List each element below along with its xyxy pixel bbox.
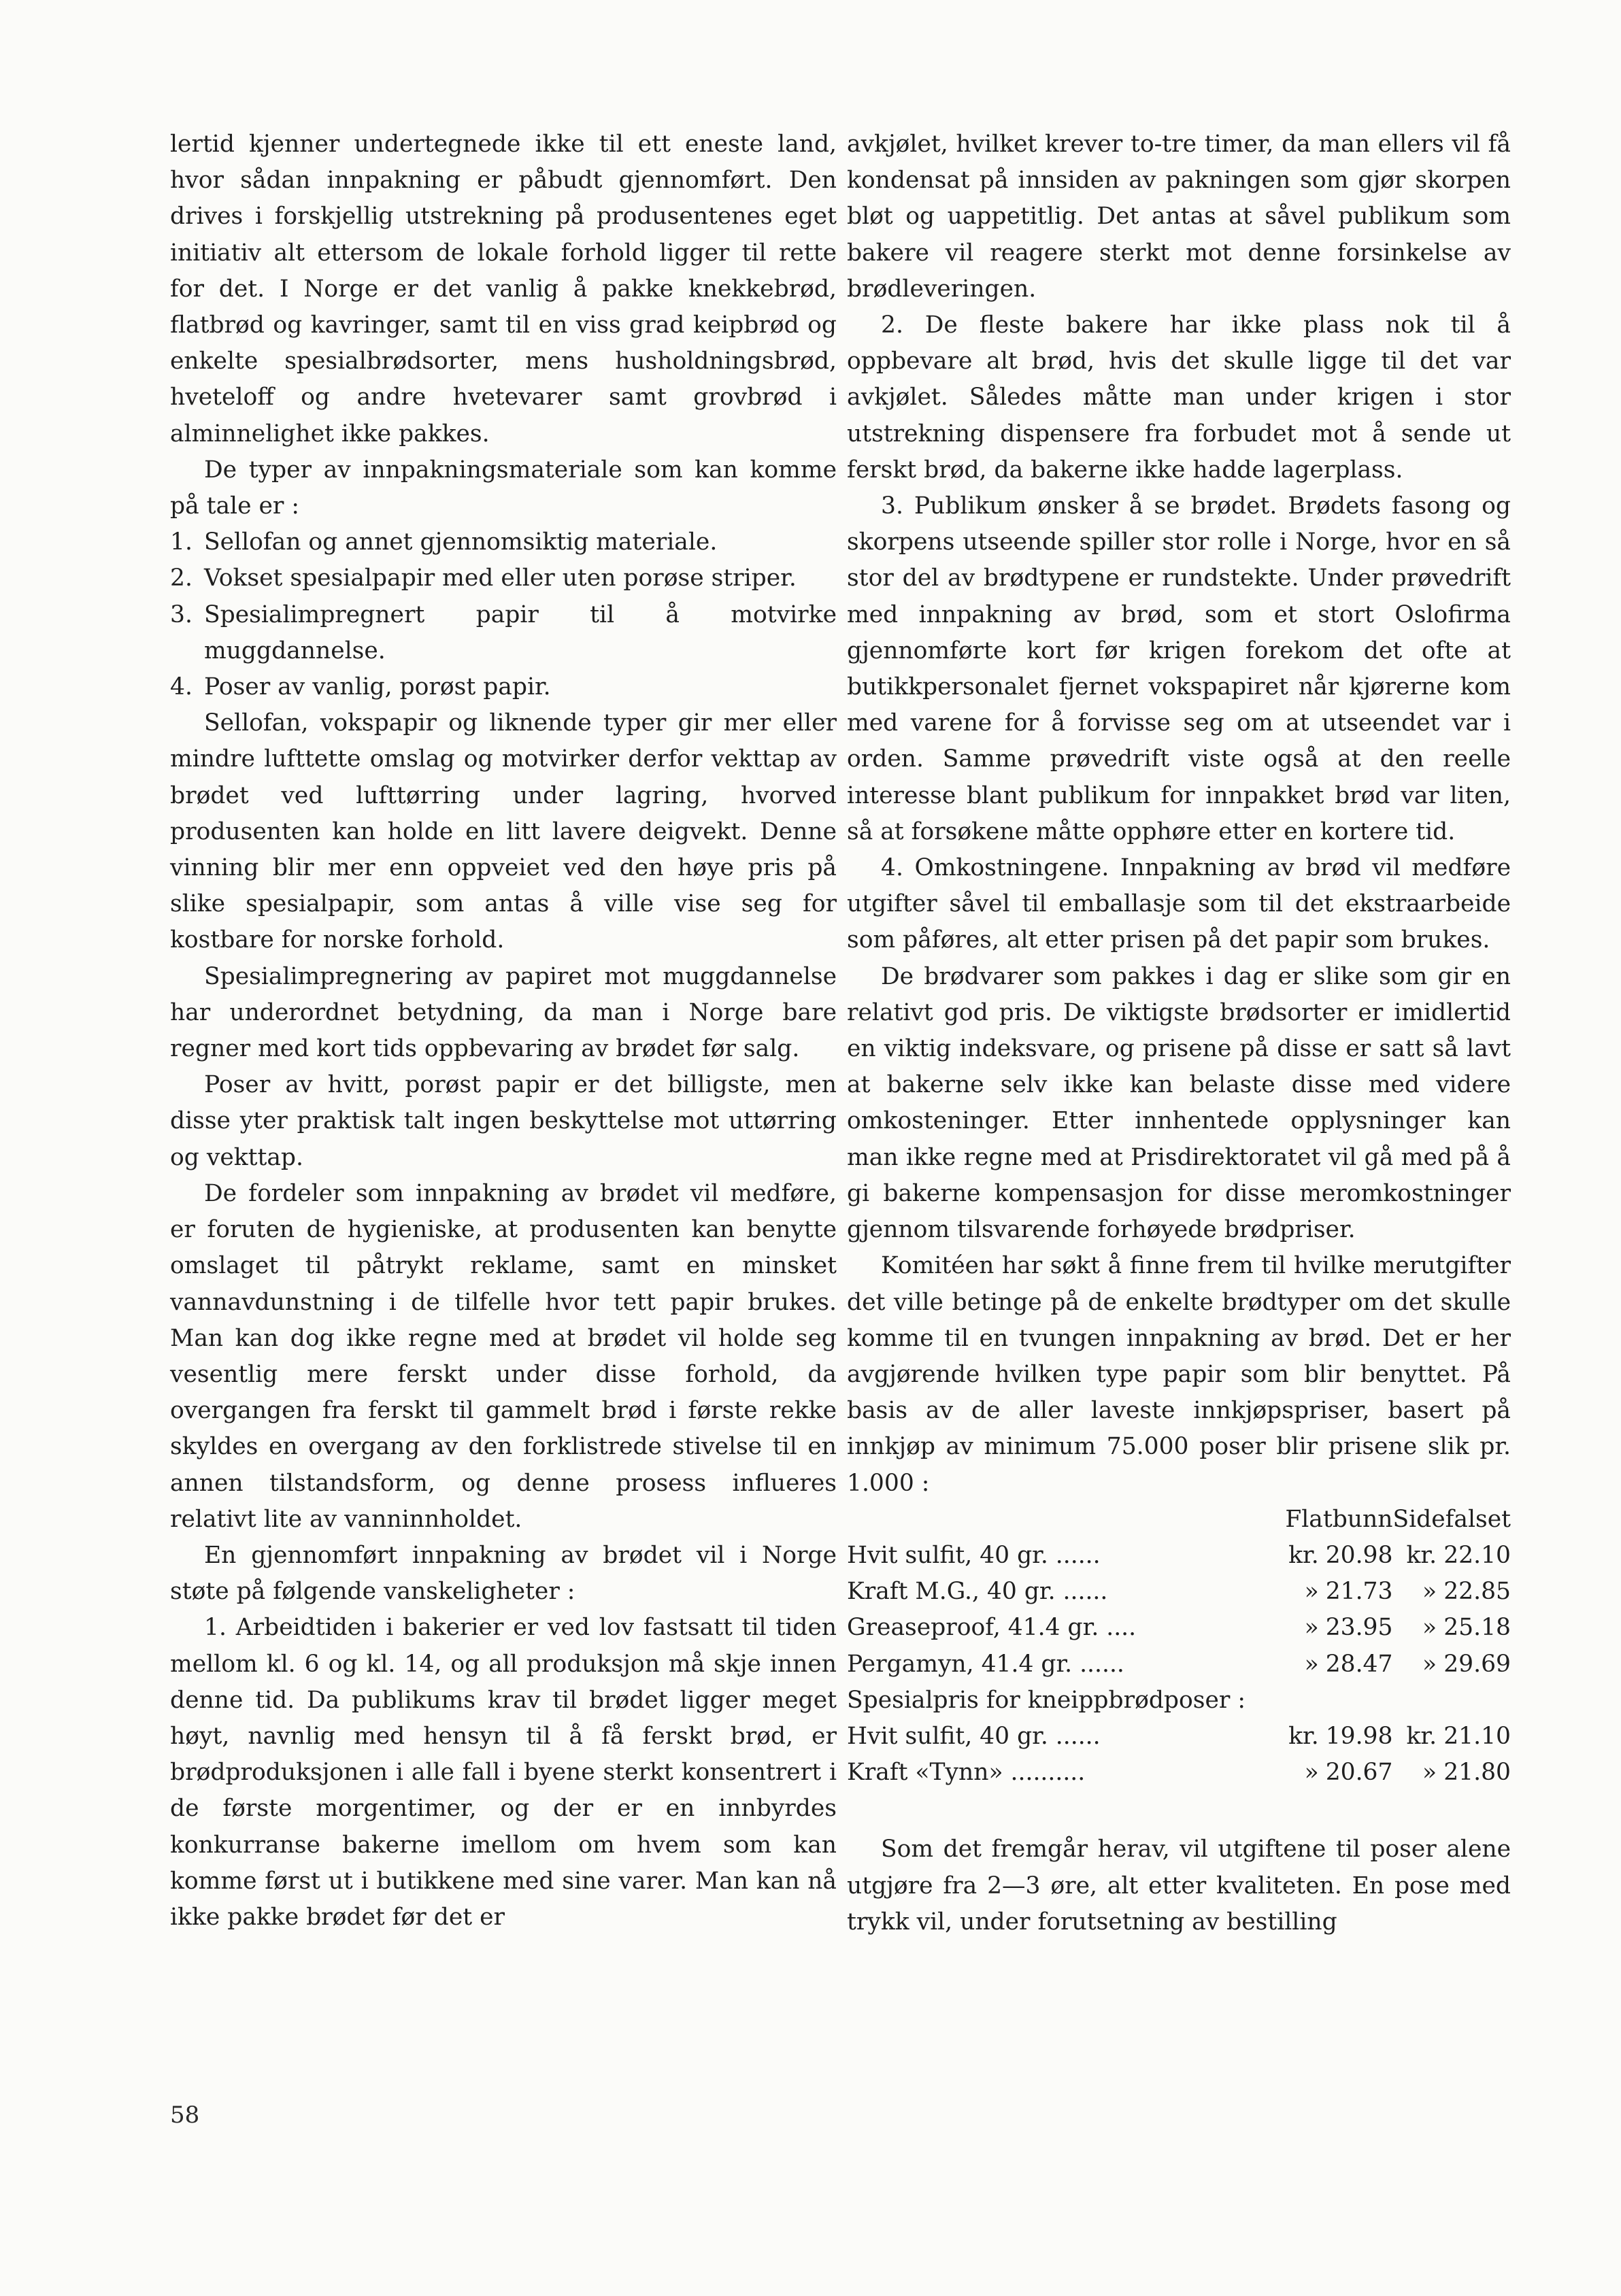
paragraph: 3. Publikum ønsker å se brødet. Brødets fasong og skorpens utseende spiller stor rolle i Norge, hvor en så stor del av brødtypene er rundstekte. Under prøvedrift med innpakning av brød, som et stort Oslofirma gjennomførte kort før krigen forekom det ofte at butikkpersonalet fjernet vokspapiret når kjørerne kom med varene for å forvisse seg om at utseendet var i orden. Samme prøvedrift viste også at den reelle interesse blant publikum for innpakket brød var liten, så at forsøkene måtte opphøre etter en kortere tid. (847, 492, 1511, 845)
currency: » (1422, 1614, 1437, 1642)
paragraph: De fordeler som innpakning av brødet vil medføre, er foruten de hygieniske, at produsenten kan benytte omslaget til påtrykt reklame, samt en minsket vannavdunstning i de tilfelle hvor tett papir brukes. Man kan dog ikke regne med at brødet vil holde seg vesentlig mere ferskt under disse forhold, da overgangen fra ferskt til gammelt brød i første rekke skyldes en overgang av den forklistrede stivelse til en annen tilstandsform, og denne prosess influeres relativt lite av vanninnholdet. (170, 1179, 837, 1533)
table-header-row (847, 1502, 1511, 1538)
table-row (847, 1538, 1511, 1574)
paragraph: 2. De fleste bakere har ikke plass nok til å oppbevare alt brød, hvis det skulle ligge til det var avkjølet. Således måtte man under krigen i stor utstrekning dispensere fra forbudet mot å sende ut ferskt brød, da bakerne ikke hadde lagerplass. (847, 311, 1511, 484)
currency: » (1422, 1759, 1437, 1787)
price-value: 22.85 (1443, 1578, 1511, 1606)
row-label: Kraft M.G., 40 gr. ...... (847, 1578, 1108, 1606)
row-label: Hvit sulfit, 40 gr. ...... (847, 1722, 1101, 1750)
paragraph: 1. Arbeidtiden i bakerier er ved lov fastsatt til tiden mellom kl. 6 og kl. 14, og all produksjon må skje innen denne tid. Da publikums krav til brødet ligger meget høyt, navnlig med hensyn til å få ferskt brød, er brødproduksjonen i alle fall i byene sterkt konsentrert i de første morgentimer, og der er en innbyrdes konkurranse bakerne imellom om hvem som kan komme først ut i butikkene med sine varer. Man kan nå ikke pakke brødet før det er (170, 1614, 837, 1931)
price-value: 21.73 (1325, 1578, 1393, 1606)
paragraph: avkjølet, hvilket krever to-tre timer, da man ellers vil få kondensat på innsiden av pakningen som gjør skorpen bløt og uappetitlig. Det antas at såvel publikum som bakere vil reagere sterkt mot denne forsinkelse av brødleveringen. (847, 131, 1511, 303)
paragraph: Spesialimpregnering av papiret mot muggdannelse har underordnet betydning, da man i Norge bare regner med kort tids oppbevaring av brødet før salg. (170, 962, 837, 1063)
paragraph: lertid kjenner undertegnede ikke til ett eneste land, hvor sådan innpakning er påbudt gjennomført. Den drives i forskjellig utstrekning på produsentenes eget initiativ alt ettersom de lokale forhold ligger til rette for det. I Norge er det vanlig å pakke knekkebrød, flatbrød og kavringer, samt til en viss grad keipbrød og enkelte spesialbrødsorter, mens husholdningsbrød, hveteloff og andre hvetevarer samt grovbrød i alminnelighet ikke pakkes. (170, 131, 837, 448)
table-row (847, 1574, 1511, 1610)
list-text: Vokset spesialpapir med eller uten porøse striper. (204, 564, 797, 592)
paragraph: Komitéen har søkt å finne frem til hvilke merutgifter det ville betinge på de enkelte brødtyper om det skulle komme til en tvungen innpakning av brød. Det er her avgjørende hvilken type papir som blir benyttet. På basis av de aller laveste innkjøpspriser, basert på innkjøp av minimum 75.000 poser blir prisene slik pr. 1.000 : (847, 1252, 1511, 1497)
currency: » (1304, 1650, 1319, 1678)
paragraph: De brødvarer som pakkes i dag er slike som gir en relativt god pris. De viktigste brødsorter er imidlertid en viktig indeksvare, og prisene på disse er satt så lavt at bakerne selv ikke kan belaste disse med videre omkosteninger. Etter innhentede opplysninger kan man ikke regne med at Prisdirektoratet vil gå med på å gi bakerne kompensasjon for disse meromkostninger gjennom tilsvarende forhøyede brødpriser. (847, 962, 1511, 1244)
price-value: 29.69 (1443, 1650, 1511, 1678)
price-value: 25.18 (1443, 1614, 1511, 1642)
currency: kr. (1406, 1541, 1437, 1569)
currency: » (1304, 1759, 1319, 1787)
price-value: 19.98 (1325, 1722, 1393, 1750)
price-value: 20.98 (1325, 1541, 1393, 1569)
price-value: 20.67 (1325, 1759, 1393, 1787)
list-text: Spesialimpregnert papir til å motvirke muggdannelse. (204, 601, 837, 664)
list-item (170, 524, 837, 560)
paragraph: Poser av hvitt, porøst papir er det billigste, men disse yter praktisk talt ingen beskyttelse mot uttørring og vekttap. (170, 1071, 837, 1171)
table-subheading-row (847, 1683, 1511, 1719)
list-number: 2. (170, 564, 193, 592)
column-header-sidefalset: Sidefalset (1392, 1505, 1511, 1533)
row-label: Greaseproof, 41.4 gr. .... (847, 1614, 1137, 1642)
currency: » (1422, 1650, 1437, 1678)
table-row (847, 1610, 1511, 1646)
paragraph: Sellofan, vokspapir og liknende typer gir mer eller mindre lufttette omslag og motvirker derfor vekttap av brødet ved lufttørring under lagring, hvorved produsenten kan holde en litt lavere deigvekt. Denne vinning blir mer enn oppveiet ved den høye pris på slike spesialpapir, som antas å ville vise seg for kostbare for norske forhold. (170, 709, 837, 954)
currency: kr. (1288, 1541, 1319, 1569)
left-column (170, 126, 837, 1936)
list-item (170, 560, 837, 596)
price-value: 28.47 (1325, 1650, 1393, 1678)
currency: » (1304, 1578, 1319, 1606)
paragraph: De typer av innpakningsmateriale som kan komme på tale er : (170, 456, 837, 520)
price-value: 21.80 (1443, 1759, 1511, 1787)
currency: kr. (1406, 1722, 1437, 1750)
list-text: Poser av vanlig, porøst papir. (204, 673, 551, 701)
list-number: 4. (170, 673, 193, 701)
table-row (847, 1647, 1511, 1683)
row-label: Hvit sulfit, 40 gr. ...... (847, 1541, 1101, 1569)
list-item (170, 669, 837, 705)
page-number: 58 (170, 2101, 200, 2129)
price-value: 21.10 (1443, 1722, 1511, 1750)
list-text: Sellofan og annet gjennomsiktig materiale. (204, 528, 718, 556)
list-number: 3. (170, 601, 193, 628)
table-subheading: Spesialpris for kneippbrødposer : (847, 1686, 1246, 1714)
price-table (847, 1502, 1511, 1791)
table-row (847, 1755, 1511, 1791)
currency: » (1422, 1578, 1437, 1606)
currency: » (1304, 1614, 1319, 1642)
price-value: 22.10 (1443, 1541, 1511, 1569)
table-row (847, 1719, 1511, 1755)
paragraph: Som det fremgår herav, vil utgiftene til poser alene utgjøre fra 2—3 øre, alt etter kvaliteten. En pose med trykk vil, under forutsetning av bestilling (847, 1836, 1511, 1936)
currency: kr. (1288, 1722, 1319, 1750)
right-column (847, 126, 1511, 1940)
row-label: Kraft «Tynn» .......... (847, 1759, 1086, 1787)
list-number: 1. (170, 528, 193, 556)
list-item (170, 597, 837, 669)
paragraph: 4. Omkostningene. Innpakning av brød vil medføre utgifter såvel til emballasje som til det ekstraarbeide som påføres, alt etter prisen på det papir som brukes. (847, 854, 1511, 954)
row-label: Pergamyn, 41.4 gr. ...... (847, 1650, 1124, 1678)
paragraph: En gjennomført innpakning av brødet vil i Norge støte på følgende vanskeligheter : (170, 1541, 837, 1606)
column-header-flatbunn: Flatbunn (1285, 1505, 1393, 1533)
price-value: 23.95 (1325, 1614, 1393, 1642)
